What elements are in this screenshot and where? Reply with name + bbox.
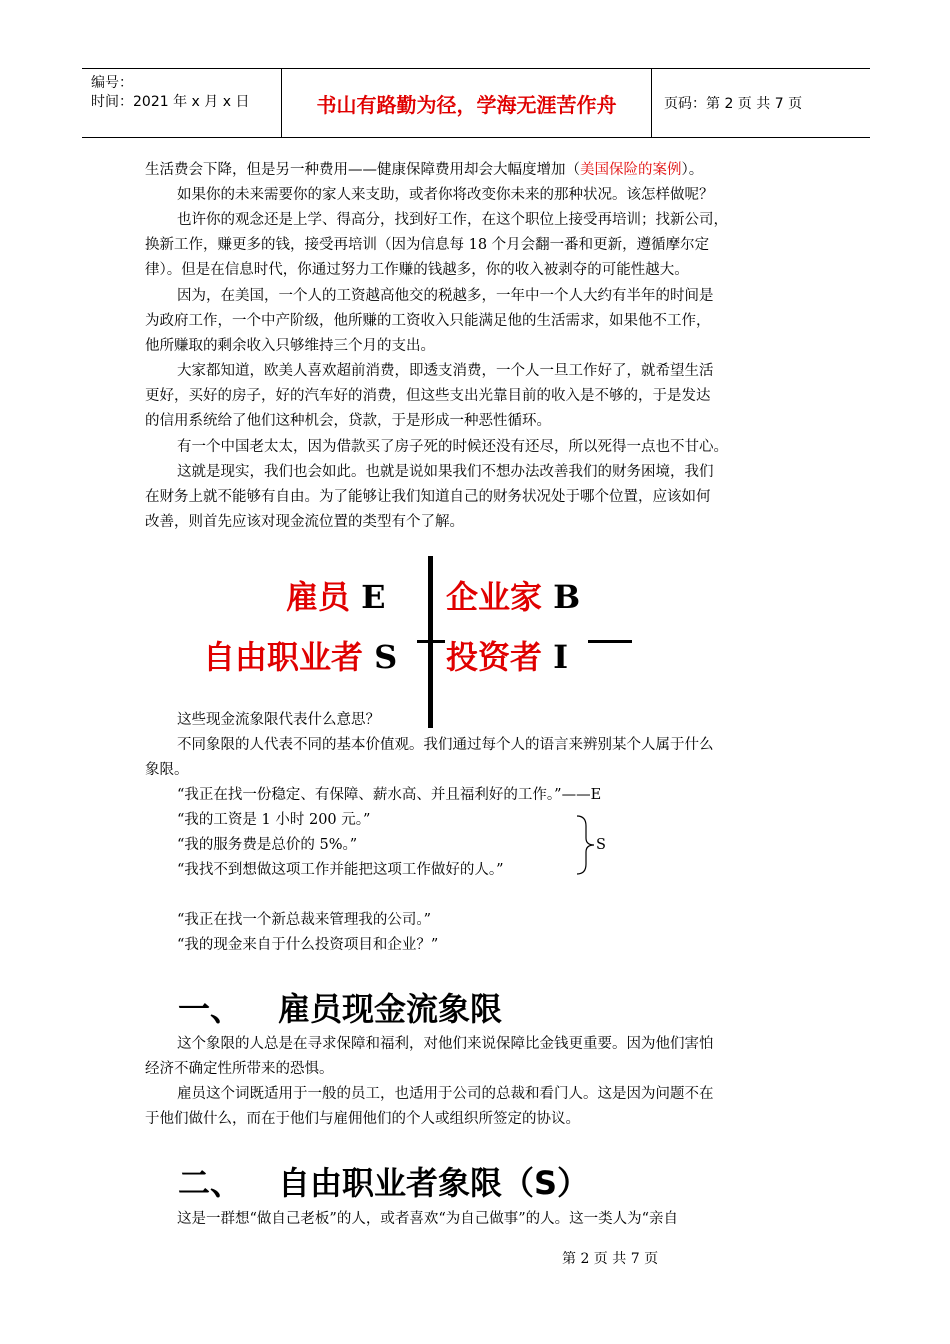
document-date-label: 时间：2021 年 x 月 x 日 — [91, 94, 250, 110]
text-span: 生活费会下降，但是另一种费用——健康保障费用却会大幅度增加（ — [145, 162, 580, 178]
paragraph-family-support: 如果你的未来需要你的家人来支助，或者你将改变你未来的那种状况。该怎样做呢？ — [177, 187, 714, 203]
document-number-label: 编号： — [91, 75, 133, 91]
self-employed-mark: S — [596, 837, 606, 853]
quadrant-business-owner — [446, 572, 580, 618]
employee-text-line2: 经济不确定性所带来的恐惧。 — [145, 1061, 334, 1077]
quadrant-letter: B — [553, 578, 581, 616]
quote-self-employed-1: “我的工资是 1 小时 200 元。” — [177, 812, 371, 828]
insurance-case-link[interactable]: 美国保险的案例 — [580, 162, 682, 178]
paragraph-tax-line1: 因为，在美国，一个人的工资越高他交的税越多，一年中一个人大约有半年的时间是 — [177, 288, 714, 304]
paragraph-concept-line1: 也许你的观念还是上学、得高分，找到好工作，在这个职位上接受再培训；找新公司， — [177, 212, 728, 228]
paragraph-tax-line3: 他所赚取的剩余收入只够维持三个月的支出。 — [145, 338, 435, 354]
paragraph-concept-line2: 换新工作，赚更多的钱，接受再培训（因为信息每 18 个月会翻一番和更新，遵循摩尔定 — [145, 237, 710, 253]
paragraph-consumption-line2: 更好，买好的房子，好的汽车好的消费，但这些支出光靠目前的收入是不够的，于是发达 — [145, 388, 711, 404]
employee-text-line4: 于他们做什么，而在于他们与雇佣他们的个人或组织所签定的协议。 — [145, 1111, 580, 1127]
paragraph-health-costs — [145, 158, 809, 183]
values-text-line1: 不同象限的人代表不同的基本价值观。我们通过每个人的语言来辨别某个人属于什么 — [177, 737, 714, 753]
quote-employee: “我正在找一份稳定、有保障、薪水高、并且福利好的工作。”——E — [177, 787, 602, 803]
quadrant-investor — [446, 632, 568, 678]
heading-number: 二、 — [178, 1164, 243, 1202]
quadrant-letter: E — [361, 578, 386, 616]
quadrant-right-tick — [588, 640, 632, 643]
quadrant-left-tick — [417, 640, 445, 643]
paragraph-old-lady: 有一个中国老太太，因为借款买了房子死的时候还没有还尽，所以死得一点也不甘心。 — [177, 439, 728, 455]
quadrant-label: 投资者 — [446, 638, 543, 676]
paragraph-consumption-line1: 大家都知道，欧美人喜欢超前消费，即透支消费，一个人一旦工作好了，就希望生活 — [177, 363, 714, 379]
quadrant-question: 这些现金流象限代表什么意思？ — [177, 712, 380, 728]
heading-number: 一、 — [178, 990, 243, 1028]
heading-employee-quadrant — [178, 984, 502, 1030]
values-text-line2: 象限。 — [145, 762, 189, 778]
text-span: ）。 — [681, 162, 704, 178]
quadrant-letter: S — [374, 638, 398, 676]
heading-title: 自由职业者象限（S） — [278, 1164, 590, 1202]
heading-self-employed-quadrant — [178, 1158, 589, 1204]
quadrant-label: 雇员 — [286, 578, 351, 616]
quote-self-employed-2: “我的服务费是总价的 5%。” — [177, 837, 358, 853]
employee-text-line1: 这个象限的人总是在寻求保障和福利，对他们来说保障比金钱更重要。因为他们害怕 — [177, 1036, 714, 1052]
paragraph-tax-line2: 为政府工作，一个中产阶级，他所赚的工资收入只能满足他的生活需求，如果他不工作， — [145, 313, 711, 329]
self-employed-text-line1: 这是一群想“做自己老板”的人，或者喜欢“为自己做事”的人。这一类人为“亲自 — [177, 1211, 679, 1227]
paragraph-concept-line3: 律）。但是在信息时代，你通过努力工作赚的钱越多，你的收入被剥夺的可能性越大。 — [145, 262, 689, 278]
quote-self-employed-3: “我找不到想做这项工作并能把这项工作做好的人。” — [177, 862, 504, 878]
quadrant-label: 企业家 — [446, 578, 543, 616]
paragraph-reality-line3: 改善，则首先应该对现金流位置的类型有个了解。 — [145, 514, 464, 530]
page-header — [82, 68, 870, 138]
page-footer: 第 2 页 共 7 页 — [562, 1251, 659, 1267]
employee-text-line3: 雇员这个词既适用于一般的员工，也适用于公司的总裁和看门人。这是因为问题不在 — [177, 1086, 714, 1102]
paragraph-consumption-line3: 的信用系统给了他们这种机会，贷款，于是形成一种恶性循环。 — [145, 413, 551, 429]
right-brace-icon — [574, 814, 598, 876]
quadrant-employee — [286, 572, 386, 618]
quadrant-letter: I — [553, 638, 569, 676]
heading-title: 雇员现金流象限 — [278, 990, 503, 1028]
quadrant-self-employed — [203, 632, 397, 678]
header-motto: 书山有路勤为径，学海无涯苦作舟 — [282, 69, 652, 137]
header-meta-cell — [82, 69, 282, 137]
header-page-info: 页码：第 2 页 共 7 页 — [664, 96, 803, 112]
quadrant-label: 自由职业者 — [203, 638, 364, 676]
paragraph-reality-line2: 在财务上就不能够有自由。为了能够让我们知道自己的财务状况处于哪个位置，应该如何 — [145, 489, 711, 505]
paragraph-reality-line1: 这就是现实，我们也会如此。也就是说如果我们不想办法改善我们的财务困境，我们 — [177, 464, 714, 480]
quote-investor: “我的现金来自于什么投资项目和企业？” — [177, 937, 439, 953]
quote-business-owner: “我正在找一个新总裁来管理我的公司。” — [177, 912, 432, 928]
